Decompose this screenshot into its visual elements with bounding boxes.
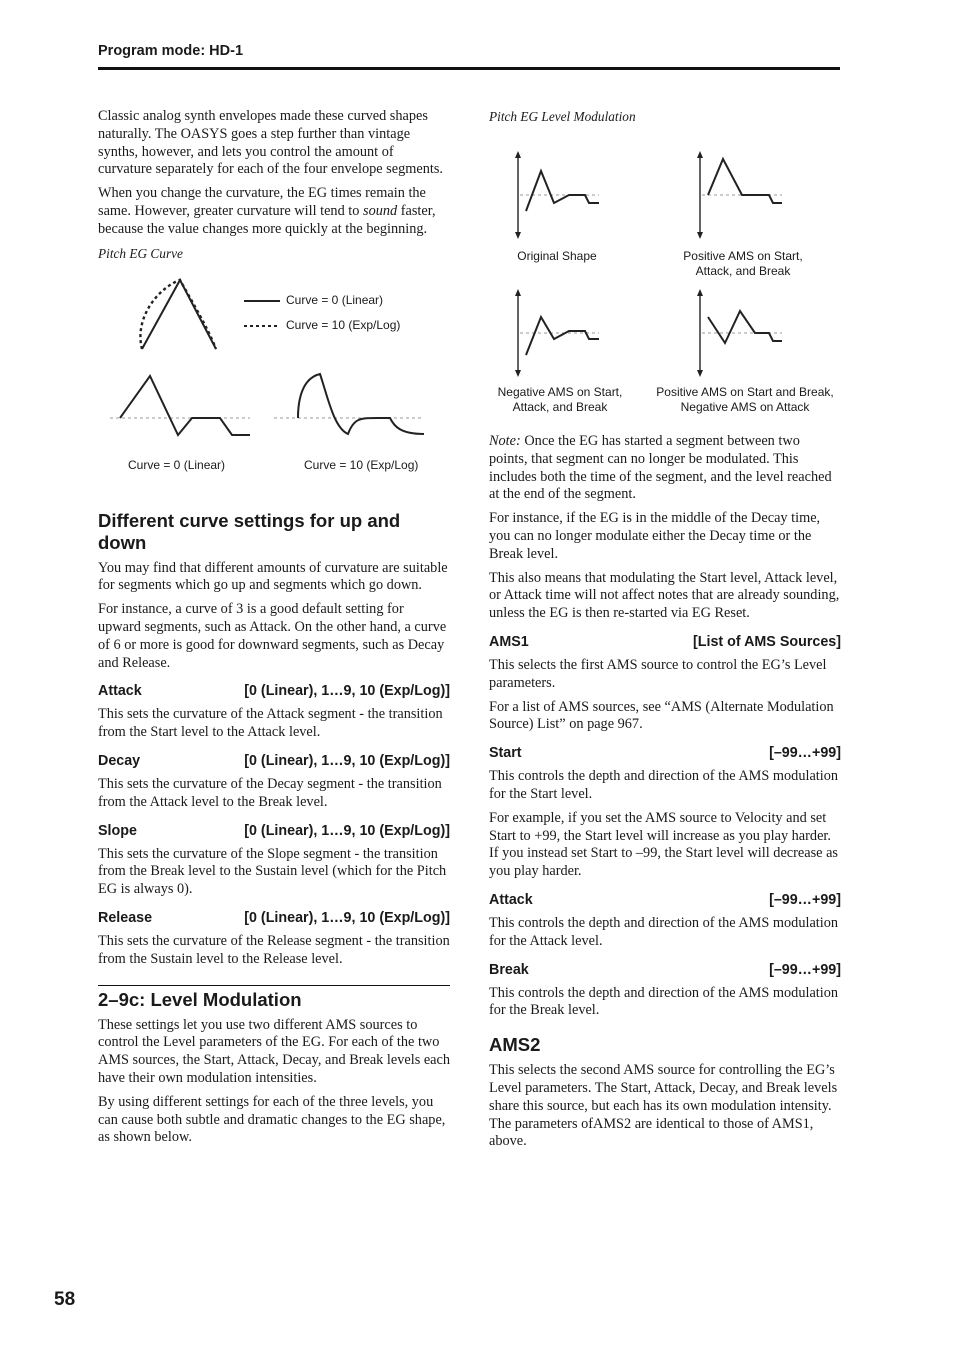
start-desc-2: For example, if you set the AMS source to Velocity and set Start to +99, the Start level will increase as you play harder. If you instead set Start to –99, the Start level will decrease as you play harder. xyxy=(489,809,838,880)
level-mod-figure xyxy=(489,131,841,417)
linear-attack-decay-shape xyxy=(142,280,216,349)
param-range: [0 (Linear), 1…9, 10 (Exp/Log)] xyxy=(244,822,450,839)
note-paragraph: Note: Once the EG has started a segment between two points, that segment can no longer be modulated. This includes both the time of the segment, and the level reached at the end of the segment. xyxy=(489,433,832,503)
curvature-paragraph: When you change the curvature, the EG times remain the same. However, greater curvature will tend to sound faster, because the value changes more quickly at the beginning. xyxy=(98,185,436,237)
param-range: [0 (Linear), 1…9, 10 (Exp/Log)] xyxy=(244,752,450,769)
param-start xyxy=(489,744,841,762)
param-attack-curve-desc: This sets the curvature of the Attack segment - the transition from the Start level to the Attack level. xyxy=(98,706,443,741)
param-attack-level xyxy=(489,891,841,909)
ams1-desc-1: This selects the first AMS source to control the EG’s Level parameters. xyxy=(489,656,827,691)
param-break-level xyxy=(489,961,841,979)
level-modulation-paragraph-1: These settings let you use two different AMS sources to control the Level parameters of the EG. For each of the two AMS sources, the Start, Attack, Decay, and Break levels each have their own modulation intensities. xyxy=(98,1016,451,1086)
original-shape xyxy=(515,151,599,239)
negative-ams-label: Negative AMS on Start, Attack, and Break xyxy=(497,385,623,414)
ams2-heading: AMS2 xyxy=(489,1034,541,1056)
param-name: Start xyxy=(489,745,522,762)
param-slope-curve xyxy=(98,822,450,840)
param-name: Slope xyxy=(98,822,137,839)
decay-example-paragraph: For instance, if the EG is in the middle of the Decay time, you can no longer modulate either the Decay time or the Break level. xyxy=(489,510,821,562)
param-range: [0 (Linear), 1…9, 10 (Exp/Log)] xyxy=(244,683,450,700)
param-range: [–99…+99] xyxy=(769,891,841,908)
param-decay-curve-desc: This sets the curvature of the Decay segment - the transition from the Attack level to the Break level. xyxy=(98,775,442,810)
right-column xyxy=(489,108,841,1157)
negative-ams-shape xyxy=(515,289,599,377)
page-header-title: Program mode: HD-1 xyxy=(98,43,244,59)
start-desc-1: This controls the depth and direction of the AMS modulation for the Start level. xyxy=(489,768,839,802)
param-range: [–99…+99] xyxy=(769,745,841,762)
exp-attack-decay-shape xyxy=(140,280,216,349)
param-release-curve-desc: This sets the curvature of the Release segment - the transition from the Sustain level to the Release level. xyxy=(98,932,450,967)
param-name: Attack xyxy=(98,683,142,700)
level-modulation-paragraph-2: By using different settings for each of the three levels, you can cause both subtle and dramatic changes to the EG shape, as shown below. xyxy=(98,1093,446,1146)
param-decay-curve xyxy=(98,752,450,770)
exp-curve-label: Curve = 10 (Exp/Log) xyxy=(304,457,419,472)
param-release-curve xyxy=(98,909,450,927)
different-curve-heading: Different curve settings for up and down xyxy=(98,509,401,553)
linear-curve-label: Curve = 0 (Linear) xyxy=(128,457,226,472)
ams1-desc-2: For a list of AMS sources, see “AMS (Alternate Modulation Source) List” on page 967. xyxy=(489,698,834,733)
mixed-ams-shape xyxy=(697,289,782,377)
different-curve-paragraph-2: For instance, a curve of 3 is a good default setting for upward segments, such as Attack. On the other hand, a curve of 6 or more is good for downward segments, such as Decay and Release. xyxy=(98,601,447,671)
pitch-eg-curve-figure xyxy=(98,268,450,496)
intro-paragraph: Classic analog synth envelopes made these curved shapes naturally. The OASYS goes a step further than vintage synths, however, and lets you control the amount of curvature separately for each of the four envelope segments. xyxy=(98,108,443,178)
positive-ams-shape xyxy=(697,151,782,239)
param-range: [List of AMS Sources] xyxy=(692,633,841,650)
level-modulation-heading: 2–9c: Level Modulation xyxy=(98,985,450,1011)
exp-eg-shape xyxy=(298,374,424,434)
linear-eg-shape xyxy=(120,376,250,435)
param-name: AMS1 xyxy=(489,633,529,650)
param-attack-curve xyxy=(98,682,450,700)
positive-ams-label: Positive AMS on Start, Attack, and Break xyxy=(683,249,803,278)
param-range: [–99…+99] xyxy=(769,961,841,978)
param-name: Attack xyxy=(489,891,533,908)
param-name: Decay xyxy=(98,752,141,769)
attack-level-desc: This controls the depth and direction of the AMS modulation for the Attack level. xyxy=(489,914,839,949)
left-column xyxy=(98,108,450,1153)
restart-paragraph: This also means that modulating the Start level, Attack level, or Attack time will not affect notes that are already sounding, unless the EG is then re-started via EG Reset. xyxy=(489,569,840,622)
param-name: Break xyxy=(489,961,529,978)
mixed-ams-label: Positive AMS on Start and Break, Negative AMS on Attack xyxy=(656,385,834,414)
param-range: [0 (Linear), 1…9, 10 (Exp/Log)] xyxy=(244,909,450,926)
different-curve-paragraph-1: You may find that different amounts of curvature are suitable for segments which go up and segments which go down. xyxy=(98,559,448,594)
param-name: Release xyxy=(98,909,153,926)
page-number: 58 xyxy=(54,1289,76,1310)
level-mod-caption: Pitch EG Level Modulation xyxy=(489,109,636,124)
legend-exp-label: Curve = 10 (Exp/Log) xyxy=(286,317,401,332)
legend-linear-label: Curve = 0 (Linear) xyxy=(286,292,384,307)
ams2-desc: This selects the second AMS source for controlling the EG’s Level parameters. The Start, Attack, Decay, and Break levels share this source, but each has its own modulation intensity. The parameters ofAMS2 are identical to those of AMS1, above. xyxy=(489,1062,838,1150)
break-level-desc: This controls the depth and direction of the AMS modulation for the Break level. xyxy=(489,984,839,1019)
pitch-eg-curve-caption: Pitch EG Curve xyxy=(98,245,183,261)
param-ams1 xyxy=(489,633,841,651)
param-slope-curve-desc: This sets the curvature of the Slope segment - the transition from the Break level to the Sustain level (which for the Pitch EG is always 0). xyxy=(98,845,447,898)
header-rule xyxy=(98,67,840,70)
original-shape-label: Original Shape xyxy=(517,249,597,263)
